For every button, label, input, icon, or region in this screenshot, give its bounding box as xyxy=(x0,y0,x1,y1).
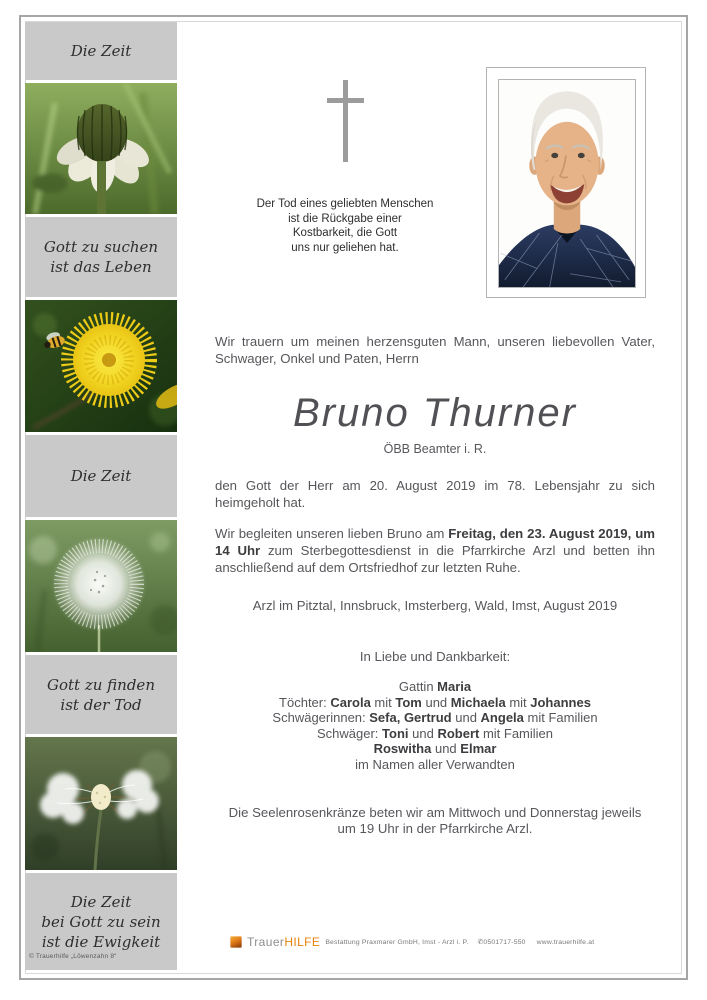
places-line: Arzl im Pitztal, Innsbruck, Imsterberg, Wald, Imst, August 2019 xyxy=(252,598,618,613)
dandelion-seedhead-photo xyxy=(25,520,177,652)
rosary-line: Die Seelenrosenkränze beten wir am Mittwoch und Donnerstag jeweils xyxy=(228,805,642,820)
family-line-brothers-in-law: Schwäger: Toni und Robert mit Familien xyxy=(316,725,554,741)
portrait-photo xyxy=(498,79,636,288)
family-line-siblings: Roswitha und Elmar xyxy=(373,741,497,757)
quote-line: Der Tod eines geliebten Menschen xyxy=(256,198,434,210)
verse-line: Die Zeit xyxy=(70,42,132,60)
verse-line: Die Zeit xyxy=(70,467,132,485)
verse-line: ist das Leben xyxy=(50,258,152,276)
phone-icon: ✆ xyxy=(477,939,484,946)
sidebar-verse-3 xyxy=(25,435,177,517)
verse-line: Gott zu finden xyxy=(47,675,155,694)
death-text: den Gott der Herr am 20. August 2019 im 78. Lebensjahr zu sich heimgeholt hat. xyxy=(215,478,655,510)
dandelion-bud-photo xyxy=(25,83,177,214)
family-list xyxy=(215,679,655,773)
main-content xyxy=(177,17,686,978)
deceased-title: ÖBB Beamter i. R. xyxy=(383,442,487,456)
verse-line: ist der Tod xyxy=(60,695,142,714)
verse-line: Die Zeit xyxy=(70,892,132,911)
phone-number: ✆0501717-550 xyxy=(477,939,526,946)
funeral-text-after: zum Sterbegottesdienst in die Pfarrkirche Arzl und betten ihn anschließend auf dem Ortsfriedhof zur letzten Ruhe. xyxy=(215,543,655,575)
quote-line: ist die Rückgabe einer xyxy=(288,212,402,225)
dandelion-flower-bee-photo xyxy=(25,300,177,432)
rosary-text xyxy=(215,805,655,837)
sidebar-verse-5 xyxy=(25,873,177,970)
portrait-photo-frame xyxy=(486,67,646,298)
sidebar-verse-4 xyxy=(25,655,177,734)
quote-line: Kostbarkeit, die Gott xyxy=(292,227,398,239)
verse-line: Gott zu suchen xyxy=(43,238,159,256)
rosary-line: um 19 Uhr in der Pfarrkirche Arzl. xyxy=(337,821,533,836)
memorial-card xyxy=(19,15,688,980)
verse-line: ist die Ewigkeit xyxy=(41,932,161,951)
family-line-wife: Gattin Maria xyxy=(398,679,472,694)
website-url: www.trauerhilfe.at xyxy=(536,938,595,946)
sidebar xyxy=(25,22,177,970)
verse-line: bei Gott zu sein xyxy=(41,912,161,931)
funeral-home-info: Bestattung Praxmarer GmbH, Imst - Arzl i. P. xyxy=(325,938,469,946)
family-line-daughters: Töchter: Carola mit Tom und Michaela mit Johannes xyxy=(279,694,591,710)
quote-line: uns nur geliehen hat. xyxy=(291,241,399,254)
gratitude-line: In Liebe und Dankbarkeit: xyxy=(359,649,511,664)
sidebar-verse-1 xyxy=(25,22,177,80)
mourning-intro: Wir trauern um meinen herzensguten Mann, unseren liebevollen Vater, Schwager, Onkel und Paten, Herrn xyxy=(215,334,655,366)
trauerhilfe-brand: TrauerHILFE xyxy=(247,935,321,949)
trauerhilfe-logo-icon xyxy=(230,936,242,948)
design-copyright: © Trauerhilfe „Löwenzahn 8“ xyxy=(29,953,117,960)
deceased-name: Bruno Thurner xyxy=(293,391,577,435)
cross-icon xyxy=(215,80,475,170)
funeral-text xyxy=(215,525,655,576)
family-line-sisters-in-law: Schwägerinnen: Sefa, Gertrud und Angela mit Familien xyxy=(272,710,598,726)
funeral-date-bold: Freitag, den 23. August 2019, um 14 Uhr xyxy=(215,526,655,558)
dandelion-blown-seedhead-photo xyxy=(25,737,177,870)
funeral-home-footer xyxy=(230,935,594,949)
memorial-quote xyxy=(215,197,475,255)
sidebar-verse-2 xyxy=(25,217,177,297)
family-line-relatives: im Namen aller Verwandten xyxy=(355,756,515,772)
funeral-text-before: Wir begleiten unseren lieben Bruno am xyxy=(215,526,449,541)
